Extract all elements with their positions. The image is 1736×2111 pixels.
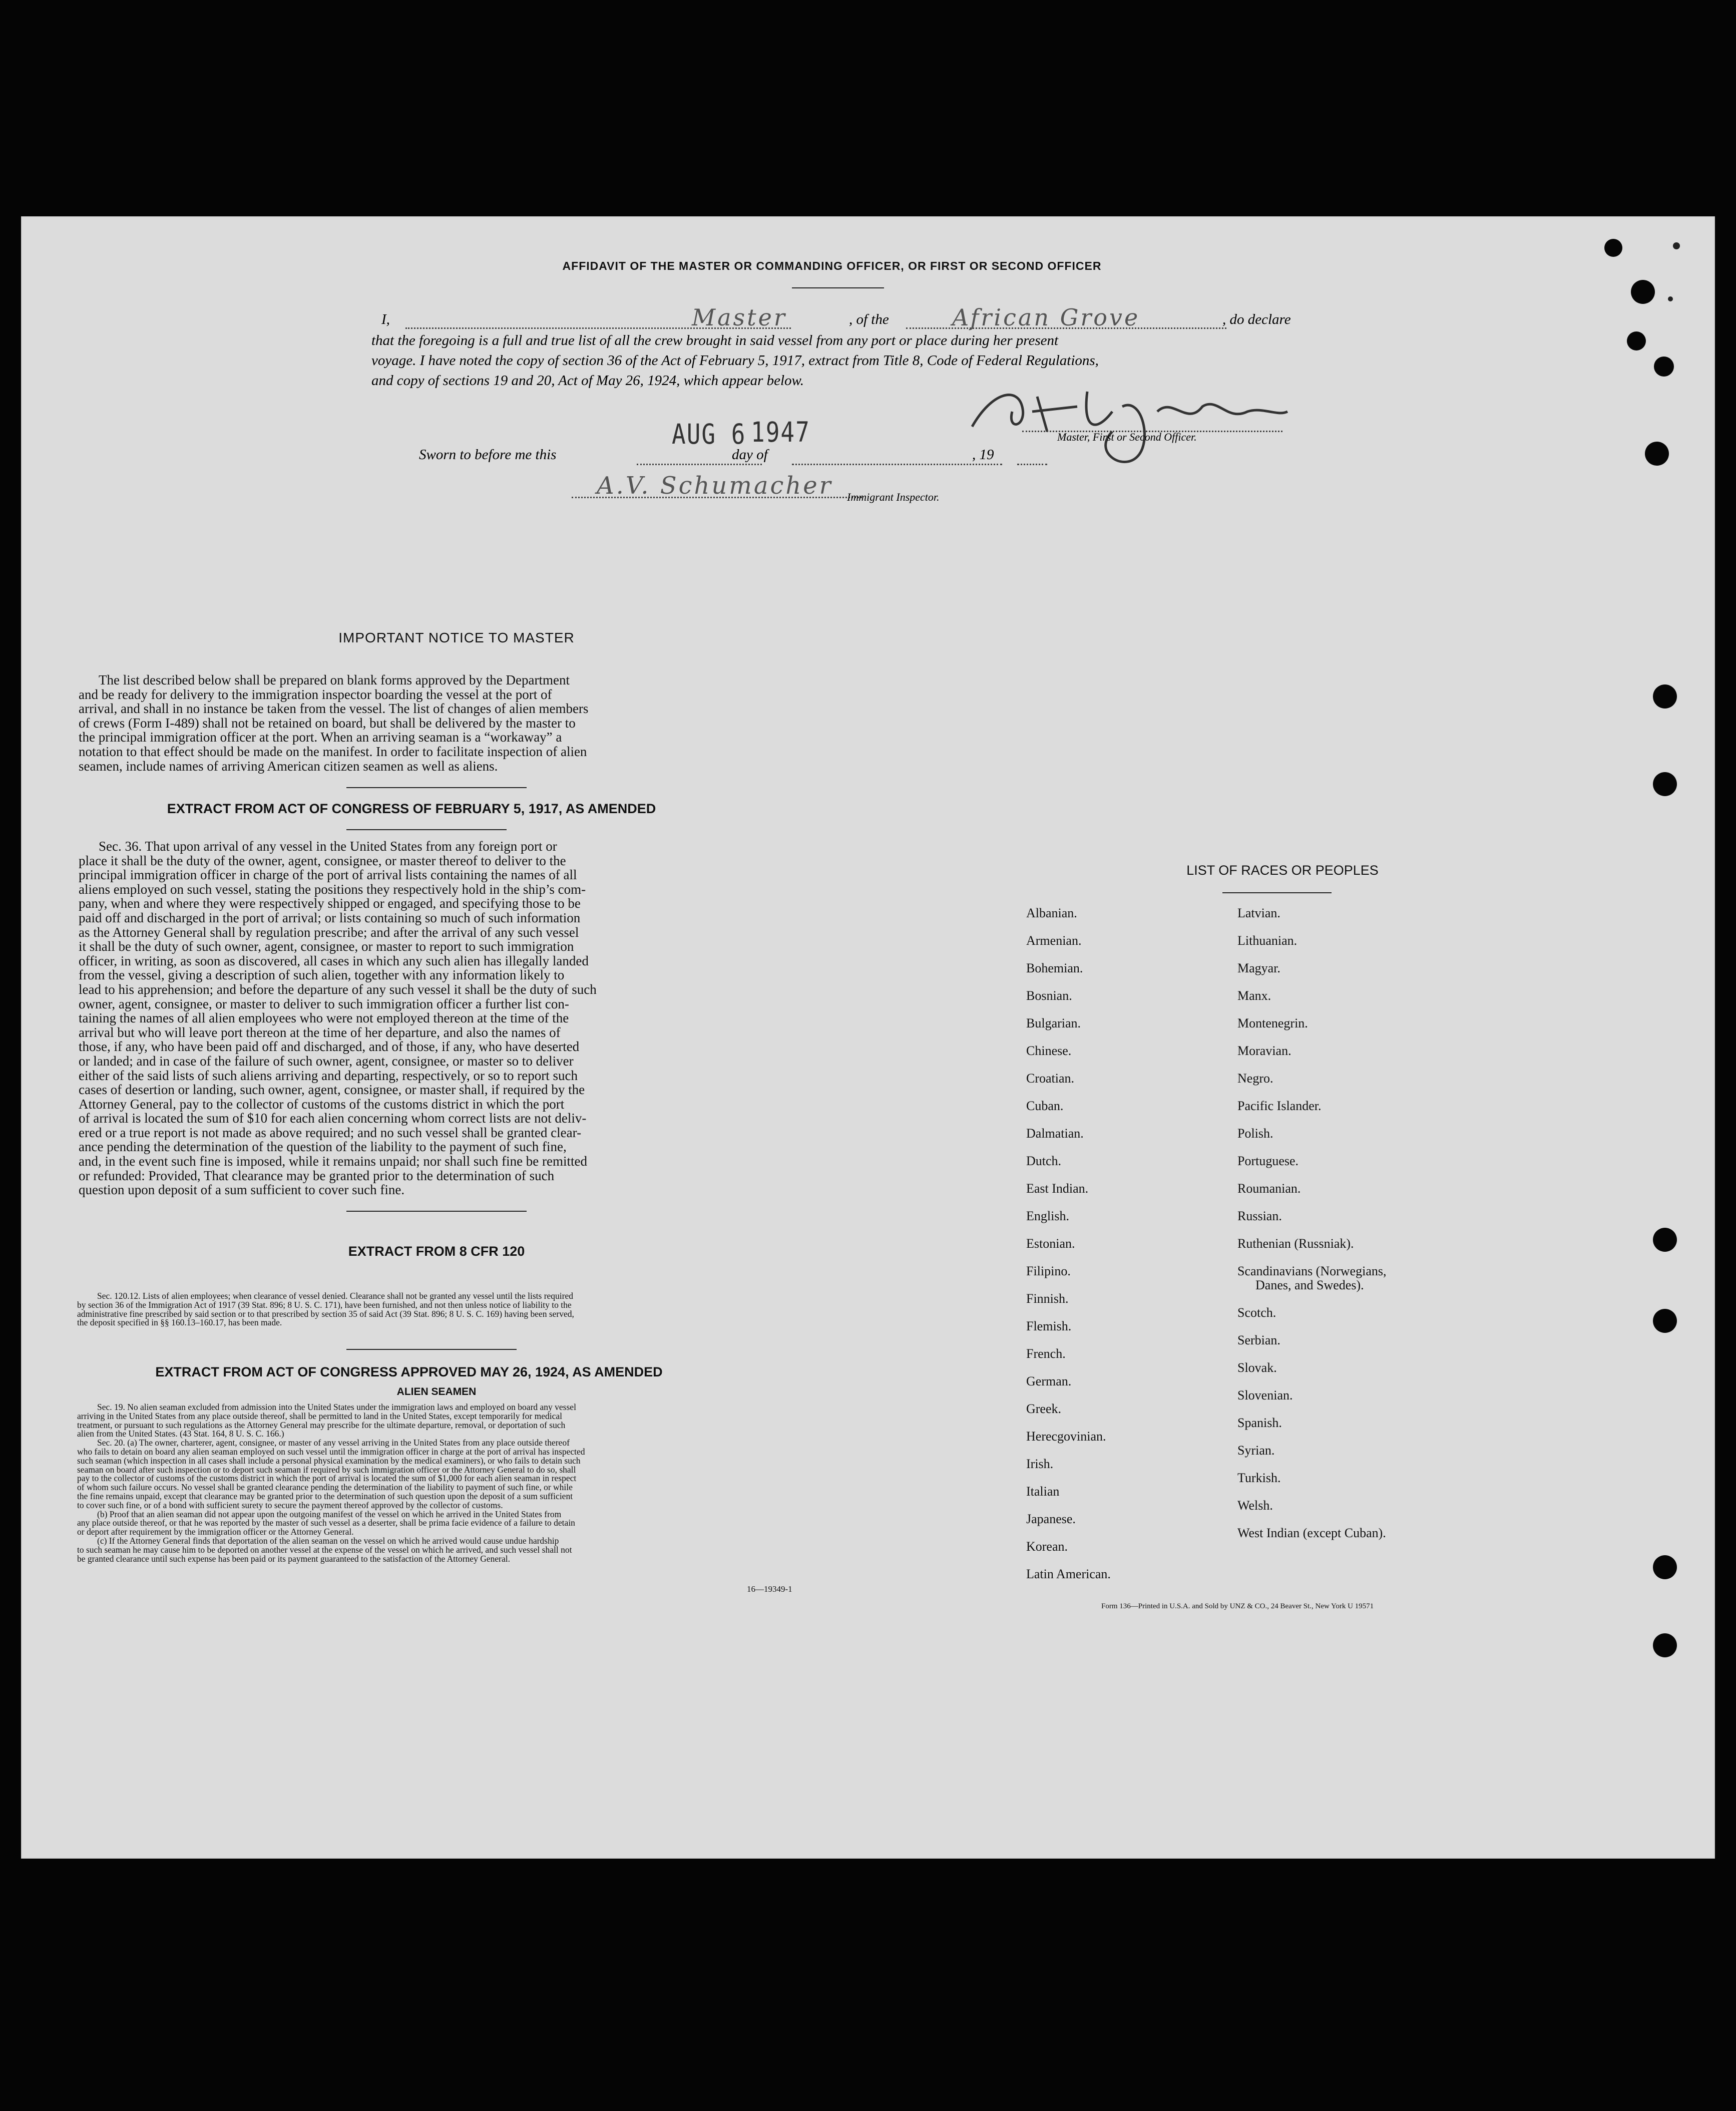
race-item: Croatian. bbox=[1026, 1071, 1075, 1086]
text-line: of arrival is located the sum of $10 for each alien concerning whom correct lists are not deliv- bbox=[79, 1111, 587, 1126]
text-line: and be ready for delivery to the immigration inspector boarding the vessel at the port of bbox=[79, 686, 552, 702]
text-line: to cover such fine, or of a bond with sufficient surety to secure the payment thereof approved by the collector of customs. bbox=[77, 1500, 503, 1510]
race-item: Roumanian. bbox=[1237, 1181, 1301, 1196]
printer-note: Form 136—Printed in U.S.A. and Sold by UNZ & CO., 24 Beaver St., New York U 19571 bbox=[1101, 1602, 1374, 1610]
text-line: paid off and discharged in the port of arrival; or lists containing so much of such information bbox=[79, 910, 581, 925]
race-item: Flemish. bbox=[1026, 1319, 1072, 1333]
text-line: alien from the United States. (43 Stat. 164, 8 U. S. C. 166.) bbox=[77, 1429, 284, 1439]
race-item: Dalmatian. bbox=[1026, 1126, 1084, 1141]
speck bbox=[1673, 242, 1680, 249]
text-line: the fine remains unpaid, except that clearance may be granted prior to the determination of such question upon the deposit of a sum sufficient bbox=[77, 1491, 573, 1501]
divider bbox=[346, 1211, 527, 1212]
race-item: East Indian. bbox=[1026, 1181, 1089, 1196]
text-line: arrival but who will leave port thereon at the time of her departure, and also the names of bbox=[79, 1024, 561, 1040]
text-line: treatment, or pursuant to such regulations as the Attorney General may prescribe for the ultimate departure, removal, or deportation of such bbox=[77, 1420, 566, 1430]
text-line: pay to the collector of customs of the customs district in which the port of arrival is located the sum of $1,000 for each alien seaman in respect bbox=[77, 1473, 577, 1484]
races-right-column bbox=[1237, 906, 1386, 1554]
race-item: Scotch. bbox=[1237, 1305, 1276, 1320]
text-line: Sec. 20. (a) The owner, charterer, agent, consignee, or master of any vessel arriving in the United States from any place outside thereof bbox=[97, 1438, 570, 1448]
affidavit-title: AFFIDAVIT OF THE MASTER OR COMMANDING OFFICER, OR FIRST OR SECOND OFFICER bbox=[562, 259, 1102, 272]
text-line: such seaman (which inspection in all cases shall include a personal physical examination by the medical examiners), or who fails to detain such bbox=[77, 1455, 581, 1466]
text-line: or landed; and in case of the failure of such owner, agent, consignee, or master so to deliver bbox=[79, 1053, 574, 1069]
divider bbox=[792, 287, 884, 288]
divider bbox=[1222, 892, 1332, 893]
divider bbox=[346, 829, 507, 830]
race-item: Korean. bbox=[1026, 1539, 1068, 1554]
text-line: owner, agent, consignee, or master to deliver to such immigration officer a further list con- bbox=[79, 996, 569, 1011]
race-item: Polish. bbox=[1237, 1126, 1273, 1141]
inspector-caption: Immigrant Inspector. bbox=[847, 491, 940, 503]
race-item: Latvian. bbox=[1237, 906, 1280, 920]
race-item: West Indian (except Cuban). bbox=[1237, 1526, 1386, 1540]
extract-1917-text bbox=[79, 839, 739, 1197]
document-page bbox=[21, 216, 1715, 1859]
race-item: Negro. bbox=[1237, 1071, 1273, 1086]
text-line: ance pending the determination of the question of the liability to the payment of such fine, bbox=[79, 1139, 567, 1155]
day-of: day of bbox=[732, 447, 768, 463]
race-item: Magyar. bbox=[1237, 961, 1280, 975]
extract-1917-title: EXTRACT FROM ACT OF CONGRESS OF FEBRUARY 5, 1917, AS AMENDED bbox=[167, 801, 656, 816]
text-line: Attorney General, pay to the collector of customs of the customs district in which the port bbox=[79, 1096, 565, 1112]
punch-hole bbox=[1653, 684, 1677, 709]
handwritten-title: Master bbox=[692, 304, 787, 331]
date-stamp: AUG 6 bbox=[672, 418, 746, 451]
text-line: (b) Proof that an alien seaman did not appear upon the outgoing manifest of the vessel on which he arrived in the United States from bbox=[97, 1509, 562, 1519]
text-line: notation to that effect should be made on the manifest. In order to facilitate inspection of alien bbox=[79, 744, 587, 759]
text-line: question upon deposit of a sum sufficient to cover such fine. bbox=[79, 1182, 405, 1198]
races-title: LIST OF RACES OR PEOPLES bbox=[1186, 863, 1379, 878]
race-item: Finnish. bbox=[1026, 1291, 1069, 1306]
race-item: Irish. bbox=[1026, 1457, 1054, 1471]
punch-hole bbox=[1653, 772, 1677, 796]
race-item: Lithuanian. bbox=[1237, 933, 1297, 948]
affidavit-line-3: voyage. I have noted the copy of section 36 of the Act of February 5, 1917, extract from Title 8, Code of Federal Regulations, bbox=[371, 353, 1099, 369]
race-item: Bohemian. bbox=[1026, 961, 1083, 975]
race-item: Italian bbox=[1026, 1484, 1060, 1499]
text-line: aliens employed on such vessel, stating the positions they respectively hold in the ship’s com- bbox=[79, 881, 586, 897]
punch-hole bbox=[1653, 1228, 1677, 1252]
text-line: of whom such failure occurs. No vessel shall be granted clearance pending the determination of the liability to payment of such fine, or while bbox=[77, 1482, 573, 1493]
text-line: who fails to detain on board any alien seaman employed on such vessel until the immigration officer in charge at the port of arrival has inspected bbox=[77, 1446, 585, 1457]
race-item: Serbian. bbox=[1237, 1333, 1280, 1347]
text-line: Sec. 19. No alien seaman excluded from admission into the United States under the immigration laws and employed on board any vessel bbox=[97, 1402, 576, 1412]
text-line: it shall be the duty of such owner, agent, consignee, or master to report to such immigration bbox=[79, 939, 574, 954]
race-item: Slovak. bbox=[1237, 1360, 1277, 1375]
punch-hole bbox=[1631, 280, 1655, 304]
race-item: Moravian. bbox=[1237, 1043, 1291, 1058]
race-item: Cuban. bbox=[1026, 1099, 1064, 1113]
text-line: as the Attorney General shall by regulation prescribe; and after the arrival of any such vessel bbox=[79, 924, 579, 940]
race-item: Greek. bbox=[1026, 1401, 1062, 1416]
affidavit-of: , of the bbox=[849, 311, 889, 327]
race-item: Scandinavians (Norwegians, bbox=[1237, 1264, 1387, 1278]
text-line: cases of desertion or landing, such owner, agent, consignee, or master shall, if required by the bbox=[79, 1082, 585, 1098]
handwritten-vessel: African Grove bbox=[952, 304, 1140, 331]
race-item: Portuguese. bbox=[1237, 1154, 1299, 1168]
cfr-title: EXTRACT FROM 8 CFR 120 bbox=[348, 1244, 525, 1259]
sworn-text: Sworn to before me this bbox=[419, 447, 557, 463]
race-item: Chinese. bbox=[1026, 1043, 1072, 1058]
affidavit-i: I, bbox=[381, 311, 390, 327]
month-blank bbox=[792, 464, 1002, 465]
text-line: seaman on board after such inspection or to deport such seaman if required by such immigration officer or the Attorney General to do so, shall bbox=[77, 1464, 576, 1475]
inspector-signature: A.V. Schumacher bbox=[597, 472, 833, 500]
race-item: Spanish. bbox=[1237, 1416, 1282, 1430]
race-item: Japanese. bbox=[1026, 1512, 1076, 1526]
race-item: Slovenian. bbox=[1237, 1388, 1293, 1402]
text-line: seamen, include names of arriving American citizen seamen as well as aliens. bbox=[79, 758, 498, 774]
text-line: or deport after requirement by the immigration officer or the Attorney General. bbox=[77, 1527, 354, 1537]
text-line: be granted clearance until such expense has been paid or its payment guaranteed to the satisfaction of the Attorney General. bbox=[77, 1553, 510, 1564]
race-item: Armenian. bbox=[1026, 933, 1082, 948]
race-item: Manx. bbox=[1237, 988, 1271, 1003]
master-signature-scrawl bbox=[962, 377, 1313, 477]
race-item: Montenegrin. bbox=[1237, 1016, 1308, 1030]
text-line: principal immigration officer in charge of the port of arrival lists containing the names of all bbox=[79, 867, 577, 883]
race-item: Syrian. bbox=[1237, 1443, 1275, 1458]
text-line: place it shall be the duty of the owner, agent, consignee, or master thereof to deliver to the bbox=[79, 853, 566, 868]
divider bbox=[346, 787, 527, 788]
text-line: The list described below shall be prepared on blank forms approved by the Department bbox=[99, 672, 570, 687]
speck bbox=[1668, 296, 1673, 301]
text-line: taining the names of all alien employees who were not employed thereon at the time of the bbox=[79, 1010, 569, 1026]
race-item: Pacific Islander. bbox=[1237, 1099, 1322, 1113]
text-line: lead to his apprehension; and before the departure of any such vessel it shall be the duty of such bbox=[79, 981, 597, 997]
affidavit-declare: , do declare bbox=[1222, 311, 1291, 327]
divider bbox=[346, 1349, 517, 1350]
year-blank bbox=[1017, 464, 1047, 465]
affidavit-line-2: that the foregoing is a full and true list of all the crew brought in said vessel from any port or place during her present bbox=[371, 332, 1059, 348]
year-stamp: 1947 bbox=[751, 416, 810, 449]
year-prefix: , 19 bbox=[972, 447, 994, 463]
text-line: arriving in the United States from any place outside thereof, shall be permitted to land in the United States, except temporarily for medical bbox=[77, 1411, 563, 1421]
race-item: Bosnian. bbox=[1026, 988, 1072, 1003]
form-number: 16—19349-1 bbox=[747, 1584, 792, 1594]
text-line: of crews (Form I-489) shall not be retained on board, but shall be delivered by the master to bbox=[79, 715, 576, 731]
race-item: Estonian. bbox=[1026, 1236, 1075, 1251]
text-line: pany, when and where they were respectively shipped or engaged, and specifying those to be bbox=[79, 896, 581, 911]
day-blank bbox=[637, 464, 762, 465]
race-item: Dutch. bbox=[1026, 1154, 1062, 1168]
race-item: Bulgarian. bbox=[1026, 1016, 1081, 1030]
notice-text bbox=[79, 673, 739, 773]
race-item: Herecgovinian. bbox=[1026, 1429, 1106, 1444]
race-item: English. bbox=[1026, 1209, 1069, 1223]
text-line: the deposit specified in §§ 160.13–160.17, has been made. bbox=[77, 1317, 282, 1328]
text-line: ered or a true report is not made as above required; and no such vessel shall be granted clear- bbox=[79, 1125, 582, 1140]
race-item: Filipino. bbox=[1026, 1264, 1071, 1278]
text-line: by section 36 of the Immigration Act of 1917 (39 Stat. 896; 8 U. S. C. 171), have been furnished, and not then unless notice of liability to the bbox=[77, 1299, 572, 1310]
race-item: Turkish. bbox=[1237, 1471, 1281, 1485]
text-line: those, if any, who have been paid off and discharged, and of those, if any, who have deserted bbox=[79, 1039, 580, 1054]
text-line: or refunded: Provided, That clearance may be granted prior to the determination of such bbox=[79, 1168, 555, 1183]
text-line: (c) If the Attorney General finds that deportation of the alien seaman on the vessel on which he arrived would cause undue hardship bbox=[97, 1535, 559, 1546]
affidavit-line-4: and copy of sections 19 and 20, Act of May 26, 1924, which appear below. bbox=[371, 373, 804, 389]
punch-hole bbox=[1604, 239, 1622, 257]
punch-hole bbox=[1654, 357, 1674, 377]
text-line: Sec. 120.12. Lists of alien employees; when clearance of vessel denied. Clearance shall not be granted any vessel until the lists required bbox=[97, 1291, 574, 1301]
text-line: from the vessel, giving a description of such alien, together with any information likely to bbox=[79, 967, 565, 983]
races-left-column bbox=[1026, 906, 1111, 1595]
race-item: Ruthenian (Russniak). bbox=[1237, 1236, 1354, 1251]
text-line: officer, in writing, as soon as discovered, all cases in which any such alien has illegally landed bbox=[79, 953, 589, 968]
text-line: administrative fine prescribed by said section or to that prescribed by section 35 of said Act (39 Stat. 896; 8 U. S. C. 169) having been served, bbox=[77, 1308, 574, 1319]
race-item: Danes, and Swedes). bbox=[1255, 1278, 1364, 1292]
race-item: French. bbox=[1026, 1346, 1066, 1361]
punch-hole bbox=[1627, 331, 1646, 350]
text-line: the principal immigration officer at the port. When an arriving seaman is a “workaway” a bbox=[79, 730, 562, 745]
punch-hole bbox=[1653, 1633, 1677, 1657]
race-item: Albanian. bbox=[1026, 906, 1077, 920]
text-line: arrival, and shall in no instance be taken from the vessel. The list of changes of alien members bbox=[79, 701, 589, 717]
text-line: and, in the event such fine is imposed, while it remains unpaid; nor shall such fine be remitted bbox=[79, 1154, 588, 1169]
text-line: either of the said lists of such aliens arriving and departing, respectively, or so to report such bbox=[79, 1068, 578, 1083]
punch-hole bbox=[1653, 1309, 1677, 1333]
text-line: Sec. 36. That upon arrival of any vessel in the United States from any foreign port or bbox=[99, 839, 557, 854]
punch-hole bbox=[1653, 1555, 1677, 1579]
signature-caption: Master, First or Second Officer. bbox=[1057, 431, 1197, 443]
punch-hole bbox=[1645, 442, 1669, 466]
text-line: to such seaman he may cause him to be deported on another vessel at the expense of the vessel on which he arrived, and such vessel shall not bbox=[77, 1544, 572, 1555]
race-item: Latin American. bbox=[1026, 1567, 1111, 1581]
notice-title: IMPORTANT NOTICE TO MASTER bbox=[338, 630, 575, 645]
text-line: any place outside thereof, or that he was reported by the master of such vessel as a deserter, shall be prima facie evidence of a failure to detain bbox=[77, 1518, 575, 1528]
act-1924-text bbox=[77, 1403, 818, 1563]
act-1924-subtitle: ALIEN SEAMEN bbox=[396, 1386, 477, 1397]
act-1924-title: EXTRACT FROM ACT OF CONGRESS APPROVED MAY 26, 1924, AS AMENDED bbox=[155, 1364, 663, 1379]
race-item: German. bbox=[1026, 1374, 1072, 1388]
cfr-text bbox=[77, 1292, 818, 1327]
race-item: Welsh. bbox=[1237, 1498, 1273, 1513]
race-item: Russian. bbox=[1237, 1209, 1282, 1223]
